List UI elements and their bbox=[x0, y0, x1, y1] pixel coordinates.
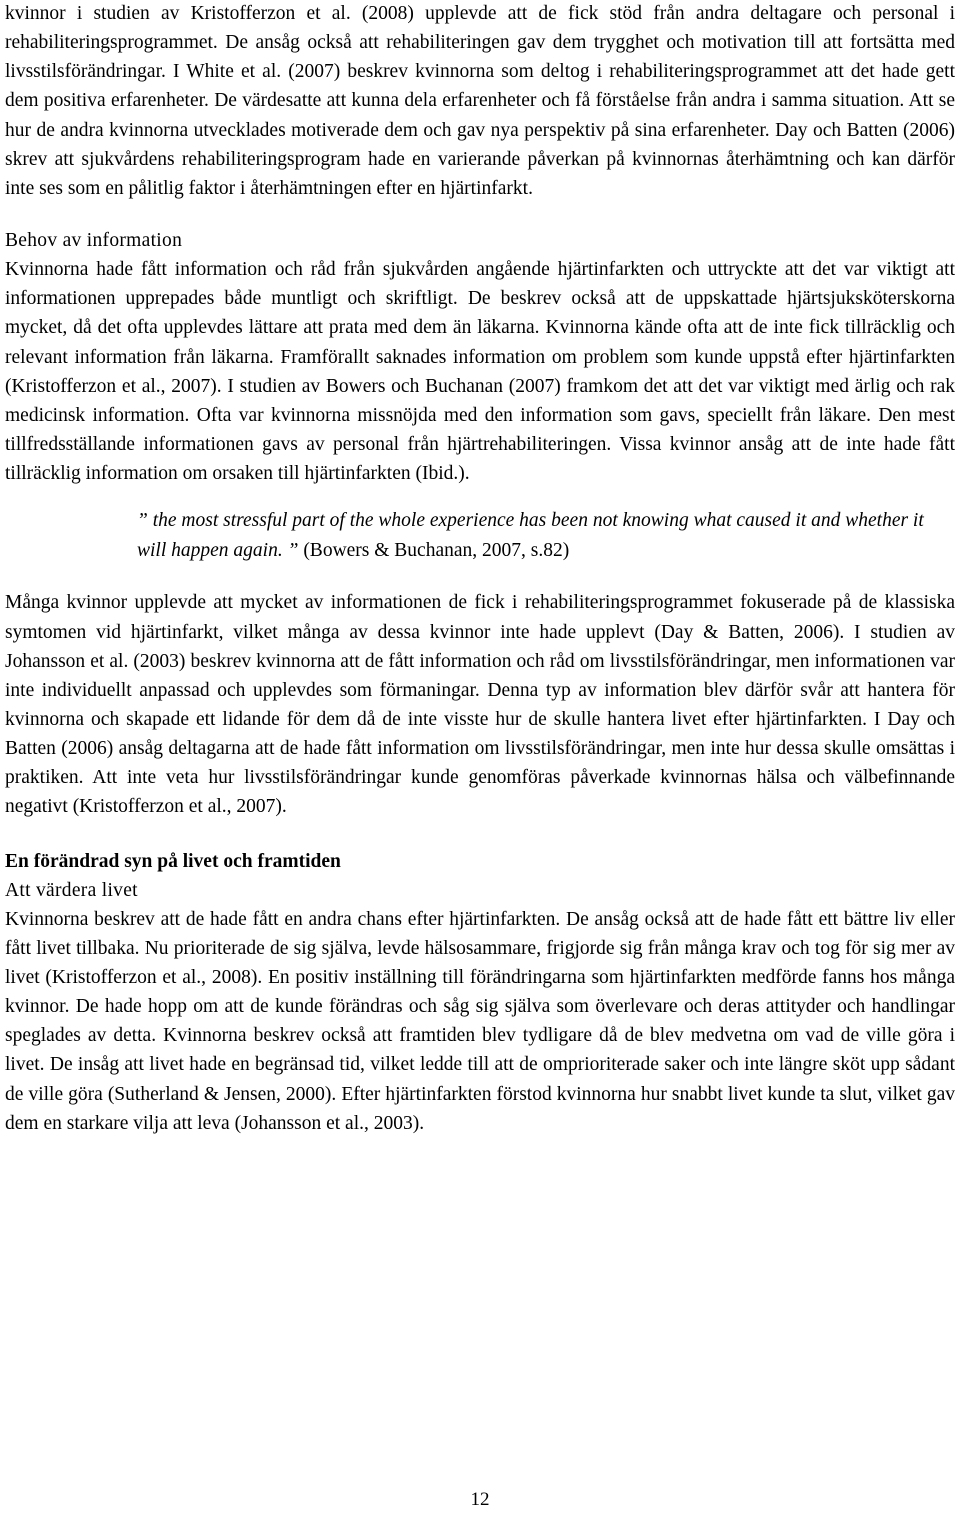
section-heading-changed-view: En förändrad syn på livet och framtiden bbox=[5, 850, 341, 872]
quote-citation: (Bowers & Buchanan, 2007, s.82) bbox=[303, 540, 570, 562]
block-quote bbox=[137, 506, 952, 566]
paragraph-rehabilitation-support: kvinnor i studien av Kristofferzon et al. (2008) upplevde att de fick stöd från andra deltagare och personal i rehabiliteringsprogrammet. De ansåg också att rehabiliteringen gav dem trygghet och motivation till att fortsätta med livsstilsförändringar. I White et al. (2007) beskrev kvinnorna som deltog i rehabiliteringsprogrammet att det hade gett dem positiva erfarenheter. De värdesatte att kunna dela erfarenheter och få förståelse från andra i samma situation. Att se hur de andra kvinnorna utvecklades motiverade dem och gav nya perspektiv på sina erfarenheter. Day och Batten (2006) skrev att sjukvårdens rehabiliteringsprogram hade en varierande påverkan på kvinnornas återhämtning och kan därför inte ses som en pålitlig faktor i återhämtningen efter en hjärtinfarkt. bbox=[5, 3, 955, 199]
document-page bbox=[5, 0, 955, 1138]
paragraph-rehab-information: Många kvinnor upplevde att mycket av informationen de fick i rehabiliteringsprogrammet fokuserade på de klassiska symtomen vid hjärtinfarkt, vilket många av dessa kvinnor inte hade upplevt (Day & Batten, 2006). I studien av Johansson et al. (2003) beskrev kvinnorna att de fått information och råd om livsstilsförändringar, men informationen var inte individuellt anpassad och upplevdes som förmaningar. Denna typ av information blev därför svår att hantera för kvinnorna och skapade ett lidande för dem då de inte visste hur de skulle hantera livet efter hjärtinfarkten. I Day och Batten (2006) ansåg deltagarna att de hade fått information om livsstilsförändringar, men inte hur dessa skulle omsättas i praktiken. Att inte veta hur livsstilsförändringar kunde genomföras påverkade kvinnornas hälsa och välbefinnande negativt (Kristofferzon et al., 2007). bbox=[5, 592, 955, 818]
paragraph-information: Kvinnorna hade fått information och råd från sjukvården angående hjärtinfarkten och uttryckte att det var viktigt att informationen upprepades både muntligt och skriftligt. De beskrev också att de uppskattade hjärtsjuksköterskorna mycket, då det ofta upplevdes lättare att prata med dem än läkarna. Kvinnorna kände ofta att de inte fick tillräcklig och relevant information från läkarna. Framförallt saknades information om problem som kunde uppstå efter hjärtinfarkten (Kristofferzon et al., 2007). I studien av Bowers och Buchanan (2007) framkom det att det var viktigt med ärlig och rak medicinsk information. Ofta var kvinnorna missnöjda med den information som gavs, speciellt från läkare. Den mest tillfredsställande informationen gavs av personal från hjärtrehabiliteringen. Vissa kvinnor ansåg att de inte hade fått tillräcklig information om orsaken till hjärtinfarkten (Ibid.). bbox=[5, 259, 955, 485]
subheading-information-needs: Behov av information bbox=[5, 230, 183, 252]
paragraph-valuing-life: Kvinnorna beskrev att de hade fått en andra chans efter hjärtinfarkten. De ansåg också att de hade fått ett bättre liv eller fått livet tillbaka. Nu prioriterade de sig själva, levde hälsosammare, frigjorde sig från många krav och tog för sig mer av livet (Kristofferzon et al., 2008). En positiv inställning till förändringarna som hjärtinfarkten medförde fanns hos många kvinnor. De hade hopp om att de kunde förändras och såg sig själva som överlevare och deras attityder och handlingar speglades av detta. Kvinnorna beskrev också att framtiden blev tydligare då de blev medvetna om vad de ville göra i livet. De insåg att livet hade en begränsad tid, vilket ledde till att de omprioriterade saker och inte längre sköt upp sådant de ville göra (Sutherland & Jensen, 2000). Efter hjärtinfarkten förstod kvinnorna hur snabbt livet kunde ta slut, vilket gav dem en starkare vilja att leva (Johansson et al., 2003). bbox=[5, 908, 955, 1134]
quote-text: ” the most stressful part of the whole experience has been not knowing what caused it and whether it will happen again. ” bbox=[137, 510, 924, 562]
subheading-valuing-life: Att värdera livet bbox=[5, 879, 138, 901]
page-number: 12 bbox=[470, 1489, 490, 1510]
